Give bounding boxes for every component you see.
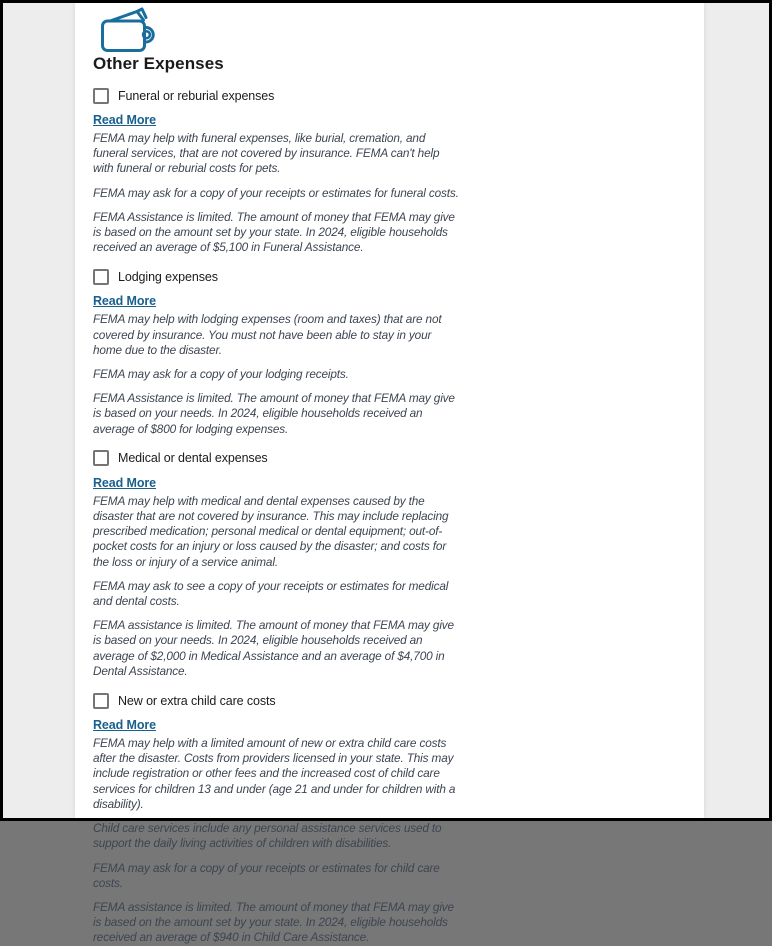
- funeral-checkbox-row[interactable]: [93, 87, 467, 104]
- childcare-checkbox-label: New or extra child care costs: [118, 693, 276, 708]
- funeral-checkbox-label: Funeral or reburial expenses: [118, 88, 275, 103]
- funeral-description-paragraph: FEMA may help with funeral expenses, like burial, cremation, and funeral services, that are not covered by insurance. FEMA can't help with funeral or reburial costs for pets.: [93, 131, 440, 176]
- lodging-receipts-paragraph: FEMA may ask for a copy of your lodging receipts.: [93, 367, 349, 382]
- medical-checkbox-label: Medical or dental expenses: [118, 451, 268, 466]
- childcare-receipts-paragraph: FEMA may ask for a copy of your receipts or estimates for child care costs.: [93, 860, 440, 890]
- childcare-services-paragraph: Child care services include any personal assistance services used to support the daily living activities of children with disabilities.: [93, 821, 442, 851]
- medical-read-more-link[interactable]: Read More: [93, 475, 157, 490]
- lodging-checkbox-row[interactable]: [93, 268, 467, 285]
- expense-section-funeral: [93, 87, 467, 255]
- childcare-read-more-link[interactable]: Read More: [93, 718, 157, 733]
- medical-checkbox[interactable]: [93, 450, 109, 466]
- expense-section-lodging: [93, 268, 467, 436]
- lodging-description-paragraph: FEMA may help with lodging expenses (room and taxes) that are not covered by insurance. You must not have been able to stay in your home due to the disaster.: [93, 312, 442, 357]
- lodging-checkbox[interactable]: [93, 269, 109, 285]
- funeral-read-more-link[interactable]: Read More: [93, 113, 157, 127]
- childcare-checkbox[interactable]: [93, 693, 109, 709]
- other-expenses-form: [75, 3, 467, 946]
- lodging-checkbox-label: Lodging expenses: [118, 269, 218, 284]
- page-title: Other Expenses: [93, 54, 224, 73]
- lodging-read-more-link[interactable]: Read More: [93, 294, 157, 309]
- funeral-receipts-paragraph: FEMA may ask for a copy of your receipts or estimates for funeral costs.: [93, 185, 459, 200]
- funeral-limit-paragraph: FEMA Assistance is limited. The amount of money that FEMA may give is based on the amount set by your state. In 2024, eligible households received an average of $5,100 in Funeral Assistance.: [93, 209, 455, 255]
- wallet-icon: [99, 7, 155, 53]
- medical-description-paragraph: FEMA may help with medical and dental expenses caused by the disaster that are not covered by insurance. This may include replacing prescribed medication; personal medical or dental equipment; out-of-pocket costs for an injury or loss caused by the disaster; and costs for the loss or injury of a service animal.: [93, 493, 449, 569]
- childcare-checkbox-row[interactable]: [93, 692, 467, 709]
- childcare-description-paragraph: FEMA may help with a limited amount of new or extra child care costs after the disaster. Costs from providers licensed in your state. This may include registration or other fees and the increased cost of child care services for children 13 and under (age 21 and under for children with a disability).: [93, 736, 456, 811]
- expense-section-medical: [93, 450, 467, 679]
- content-panel: [75, 3, 704, 945]
- childcare-limit-paragraph: FEMA assistance is limited. The amount of money that FEMA may give is based on the amount set by your state. In 2024, eligible households received an average of $940 in Child Care Assistance.: [93, 899, 454, 945]
- medical-checkbox-row[interactable]: [93, 450, 467, 467]
- medical-limit-paragraph: FEMA assistance is limited. The amount of money that FEMA may give is based on your needs. In 2024, eligible households received an average of $2,000 in Medical Assistance and an average of $4,700 in Dental Assistance.: [93, 618, 454, 678]
- expense-section-childcare: [93, 692, 467, 945]
- lodging-limit-paragraph: FEMA Assistance is limited. The amount of money that FEMA may give is based on your needs. In 2024, eligible households received an average of $800 for lodging expenses.: [93, 391, 455, 436]
- funeral-checkbox[interactable]: [93, 88, 109, 104]
- medical-receipts-paragraph: FEMA may ask to see a copy of your receipts or estimates for medical and dental costs.: [93, 578, 449, 609]
